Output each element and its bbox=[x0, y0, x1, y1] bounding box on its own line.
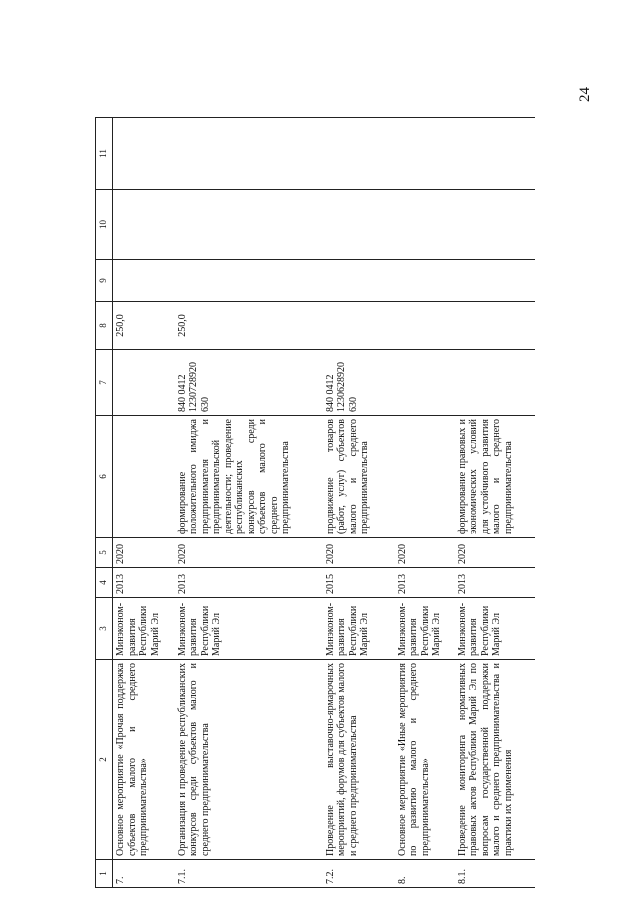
row-v10 bbox=[175, 190, 323, 260]
row-start: 2015 bbox=[323, 568, 395, 598]
row-num: 8. bbox=[395, 860, 455, 888]
col-header-8: 8 bbox=[96, 302, 113, 350]
row-name: Основное мероприятие «Прочая поддержка субъектов малого и среднего предпринимательства» bbox=[113, 660, 175, 860]
row-code: 840 0412 1230728920 630 bbox=[175, 350, 323, 416]
row-v10 bbox=[395, 190, 455, 260]
row-v8 bbox=[395, 302, 455, 350]
col-header-1: 1 bbox=[96, 860, 113, 888]
row-v9 bbox=[323, 260, 395, 302]
row-v10 bbox=[113, 190, 175, 260]
col-header-9: 9 bbox=[96, 260, 113, 302]
row-name: Основное мероприятие «Иные мероприятия по развитию малого и среднего предпринимательства» bbox=[395, 660, 455, 860]
row-start: 2013 bbox=[175, 568, 323, 598]
col-header-4: 4 bbox=[96, 568, 113, 598]
row-num: 7. bbox=[113, 860, 175, 888]
row-result bbox=[395, 416, 455, 538]
row-executor: Минэконом-развития Республики Марий Эл bbox=[395, 598, 455, 660]
row-v11 bbox=[395, 118, 455, 190]
col-header-5: 5 bbox=[96, 538, 113, 568]
row-result: формирование правовых и экономических условий для устойчивого развития малого и среднего предпринимательства bbox=[455, 416, 535, 538]
row-code bbox=[455, 350, 535, 416]
row-end: 2020 bbox=[395, 538, 455, 568]
row-num: 8.1. bbox=[455, 860, 535, 888]
row-num: 7.2. bbox=[323, 860, 395, 888]
row-code bbox=[113, 350, 175, 416]
row-v9 bbox=[113, 260, 175, 302]
row-num: 7.1. bbox=[175, 860, 323, 888]
table-row bbox=[113, 118, 175, 888]
row-v11 bbox=[455, 118, 535, 190]
row-v9 bbox=[395, 260, 455, 302]
row-executor: Минэконом-развития Республики Марий Эл bbox=[455, 598, 535, 660]
row-result: формирование положительного имиджа предпринимателя и предпринимательской деятельности; проведение республиканских конкурсов среди субъектов малого и среднего предпринимательства bbox=[175, 416, 323, 538]
row-v8 bbox=[455, 302, 535, 350]
page-number: 24 bbox=[577, 87, 593, 102]
row-executor: Минэконом-развития Республики Марий Эл bbox=[175, 598, 323, 660]
program-table bbox=[95, 117, 535, 888]
row-executor: Минэконом-развития Республики Марий Эл bbox=[323, 598, 395, 660]
row-v9 bbox=[455, 260, 535, 302]
row-v11 bbox=[175, 118, 323, 190]
row-start: 2013 bbox=[113, 568, 175, 598]
row-result bbox=[113, 416, 175, 538]
row-code: 840 0412 1230628920 630 bbox=[323, 350, 395, 416]
row-end: 2020 bbox=[323, 538, 395, 568]
header-row bbox=[96, 118, 113, 888]
row-v8: 250,0 bbox=[113, 302, 175, 350]
row-code bbox=[395, 350, 455, 416]
col-header-3: 3 bbox=[96, 598, 113, 660]
row-result: продвижение товаров (работ, услуг) субъектов малого и среднего предпринимательства bbox=[323, 416, 395, 538]
col-header-2: 2 bbox=[96, 660, 113, 860]
row-start: 2013 bbox=[395, 568, 455, 598]
table-row bbox=[455, 118, 535, 888]
row-start: 2013 bbox=[455, 568, 535, 598]
row-end: 2020 bbox=[113, 538, 175, 568]
row-v8 bbox=[323, 302, 395, 350]
rotated-table-wrapper bbox=[95, 118, 605, 888]
row-name: Проведение выставочно-ярмарочных мероприятий, форумов для субъектов малого и среднего предпринимательства bbox=[323, 660, 395, 860]
col-header-7: 7 bbox=[96, 350, 113, 416]
row-v9 bbox=[175, 260, 323, 302]
row-v11 bbox=[323, 118, 395, 190]
row-executor: Минэконом-развития Республики Марий Эл bbox=[113, 598, 175, 660]
col-header-11: 11 bbox=[96, 118, 113, 190]
row-v10 bbox=[323, 190, 395, 260]
col-header-10: 10 bbox=[96, 190, 113, 260]
row-name: Организация и проведение республиканских конкурсов среди субъектов малого и среднего предпринимательства bbox=[175, 660, 323, 860]
row-end: 2020 bbox=[455, 538, 535, 568]
row-v8: 250,0 bbox=[175, 302, 323, 350]
row-name: Проведение мониторинга нормативных правовых актов Республики Марий Эл по вопросам государственной поддержки малого и среднего предпринимательства и практики их применения bbox=[455, 660, 535, 860]
table-row bbox=[175, 118, 323, 888]
row-v11 bbox=[113, 118, 175, 190]
row-v10 bbox=[455, 190, 535, 260]
row-end: 2020 bbox=[175, 538, 323, 568]
col-header-6: 6 bbox=[96, 416, 113, 538]
table-row bbox=[395, 118, 455, 888]
table-row bbox=[323, 118, 395, 888]
